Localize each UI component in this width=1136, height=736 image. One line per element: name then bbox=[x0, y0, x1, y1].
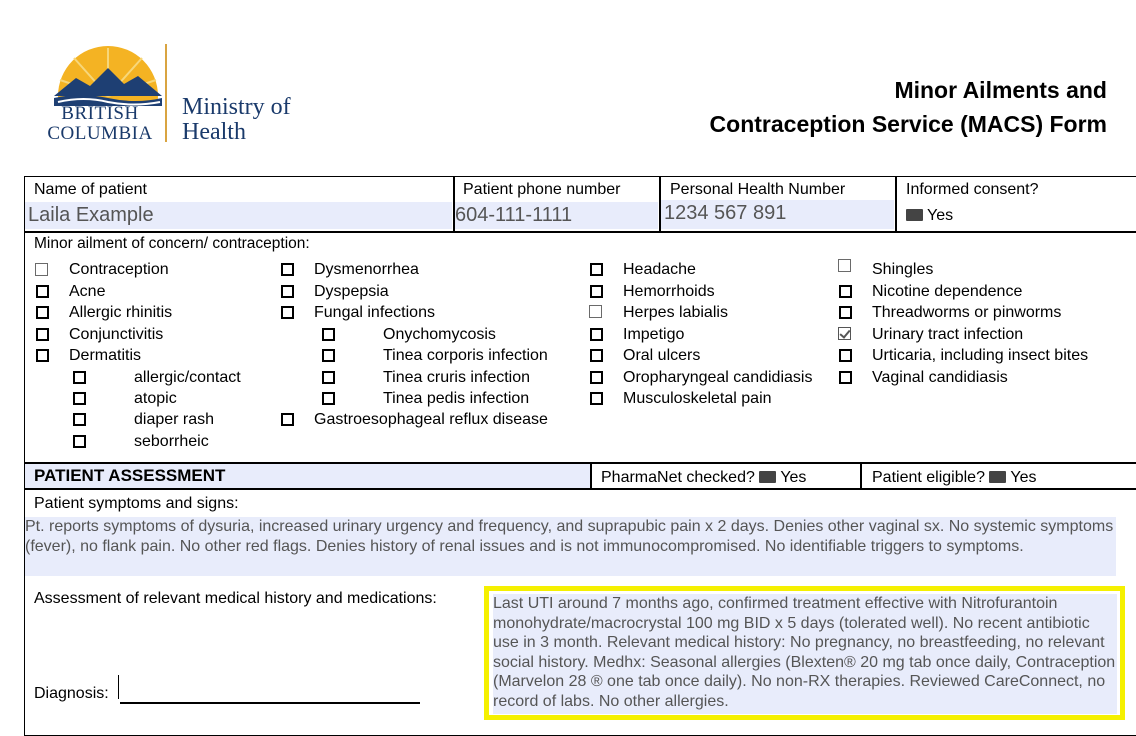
eligible-value: Yes bbox=[1010, 469, 1037, 486]
ailment-gerd: Gastroesophageal reflux disease bbox=[314, 411, 548, 428]
ministry-line2: Health bbox=[182, 119, 246, 145]
checkbox[interactable] bbox=[36, 349, 49, 362]
checkbox[interactable] bbox=[839, 285, 852, 298]
checkbox[interactable] bbox=[73, 371, 86, 384]
checked-box-icon bbox=[989, 471, 1006, 483]
consent-label: Informed consent? bbox=[906, 181, 1039, 198]
diagnosis-underline bbox=[120, 702, 420, 704]
ailment-hemorrhoids: Hemorrhoids bbox=[623, 283, 715, 300]
checkbox[interactable] bbox=[36, 306, 49, 319]
pharmanet-label: PharmaNet checked? bbox=[601, 469, 755, 486]
ailment-conjunctivitis: Conjunctivitis bbox=[69, 326, 164, 343]
diagnosis-label: Diagnosis: bbox=[34, 685, 109, 702]
checked-box-icon bbox=[759, 471, 776, 483]
phone-field[interactable]: 604-111-1111 bbox=[455, 202, 658, 229]
patient-name-label: Name of patient bbox=[34, 181, 147, 198]
eligible-checkbox[interactable] bbox=[872, 468, 1037, 488]
ailment-tinea-pedis: Tinea pedis infection bbox=[383, 390, 530, 407]
ailment-nicotine-dependence: Nicotine dependence bbox=[872, 283, 1023, 300]
ailment-urticaria: Urticaria, including insect bites bbox=[872, 347, 1089, 364]
form-title-line2: Contraception Service (MACS) Form bbox=[709, 111, 1107, 137]
checkbox[interactable] bbox=[590, 349, 603, 362]
symptoms-label: Patient symptoms and signs: bbox=[34, 495, 239, 512]
checkbox[interactable] bbox=[838, 259, 851, 272]
ailments-label: Minor ailment of concern/ contraception: bbox=[34, 235, 310, 252]
checkbox[interactable] bbox=[322, 392, 335, 405]
checked-box-icon bbox=[906, 209, 923, 221]
ailment-atopic: atopic bbox=[134, 390, 177, 407]
checkbox[interactable] bbox=[590, 263, 603, 276]
column-divider bbox=[590, 462, 592, 489]
ailment-headache: Headache bbox=[623, 261, 696, 278]
text-cursor bbox=[118, 675, 119, 699]
checkbox[interactable] bbox=[36, 328, 49, 341]
checkbox[interactable] bbox=[590, 392, 603, 405]
ailment-contraception: Contraception bbox=[69, 261, 169, 278]
ailment-seborrheic: seborrheic bbox=[134, 433, 209, 450]
ailment-vaginal-candidiasis: Vaginal candidiasis bbox=[872, 369, 1008, 386]
patient-name-field[interactable]: Laila Example bbox=[25, 202, 452, 229]
checkbox[interactable] bbox=[590, 328, 603, 341]
ailment-oral-ulcers: Oral ulcers bbox=[623, 347, 701, 364]
history-label: Assessment of relevant medical history and medications: bbox=[34, 590, 437, 607]
column-divider bbox=[860, 462, 862, 489]
column-divider bbox=[895, 176, 897, 232]
checkbox[interactable] bbox=[322, 371, 335, 384]
ailment-dermatitis: Dermatitis bbox=[69, 347, 142, 364]
checkbox[interactable] bbox=[839, 371, 852, 384]
checkbox[interactable] bbox=[73, 435, 86, 448]
form-title-line1: Minor Ailments and bbox=[894, 77, 1107, 103]
ailment-herpes-labialis: Herpes labialis bbox=[623, 304, 728, 321]
ministry-line1: Ministry of bbox=[182, 94, 291, 120]
consent-checkbox[interactable] bbox=[906, 206, 953, 226]
consent-value: Yes bbox=[927, 207, 954, 224]
pharmanet-value: Yes bbox=[780, 469, 807, 486]
history-field[interactable]: Last UTI around 7 months ago, confirmed treatment effective with Nitrofurantoin monohydrate/macrocrystal 100 mg BID x 5 days (tolerated well). No recent antibiotic use in 3 month. Relevant medical history: No pregnancy, no breastfeeding, no relevant social history. Medhx: Seasonal allergies (Blexten® 20 mg tab once daily, Contraception (Marvelon 28 ® one tab once daily). No non-RX therapies. Reviewed CareConnect, no record of labs. No other allergies. bbox=[493, 594, 1117, 714]
ailment-threadworms: Threadworms or pinworms bbox=[872, 304, 1062, 321]
checkbox[interactable] bbox=[73, 392, 86, 405]
ailment-allergic-contact: allergic/contact bbox=[134, 369, 241, 386]
row-divider bbox=[24, 488, 1136, 490]
checkbox[interactable] bbox=[281, 285, 294, 298]
checkbox[interactable] bbox=[589, 305, 602, 318]
ailment-oropharyngeal-candidiasis: Oropharyngeal candidiasis bbox=[623, 369, 813, 386]
assessment-heading: PATIENT ASSESSMENT bbox=[34, 466, 226, 485]
checkbox[interactable] bbox=[281, 413, 294, 426]
ailment-acne: Acne bbox=[69, 283, 106, 300]
ailment-shingles: Shingles bbox=[872, 261, 934, 278]
phone-label: Patient phone number bbox=[463, 181, 621, 198]
checkbox[interactable] bbox=[73, 413, 86, 426]
logo-text-columbia: COLUMBIA bbox=[47, 123, 153, 144]
ailment-uti: Urinary tract infection bbox=[872, 326, 1024, 343]
checkbox[interactable] bbox=[839, 349, 852, 362]
checkbox[interactable] bbox=[839, 306, 852, 319]
pharmanet-checkbox[interactable] bbox=[601, 468, 806, 488]
ailment-dyspepsia: Dyspepsia bbox=[314, 283, 389, 300]
ailment-tinea-corporis: Tinea corporis infection bbox=[383, 347, 548, 364]
checkbox[interactable] bbox=[322, 328, 335, 341]
diagnosis-field[interactable] bbox=[121, 680, 419, 701]
phn-label: Personal Health Number bbox=[670, 181, 846, 198]
checkbox[interactable] bbox=[281, 263, 294, 276]
ailment-allergic-rhinitis: Allergic rhinitis bbox=[69, 304, 173, 321]
row-divider bbox=[24, 231, 1136, 233]
checkbox[interactable] bbox=[590, 285, 603, 298]
ailment-tinea-cruris: Tinea cruris infection bbox=[383, 369, 531, 386]
symptoms-field[interactable]: Pt. reports symptoms of dysuria, increased urinary urgency and frequency, and suprapubic pain x 2 days. Denies other vaginal sx. No systemic symptoms (fever), no flank pain. No other red flags. Denies history of renal issues and is not immunocompromised. No identifiable triggers to symptoms. bbox=[25, 517, 1116, 576]
ailment-diaper-rash: diaper rash bbox=[134, 411, 215, 428]
checkbox[interactable] bbox=[35, 263, 48, 276]
ailment-impetigo: Impetigo bbox=[623, 326, 685, 343]
ailment-onychomycosis: Onychomycosis bbox=[383, 326, 496, 343]
checkbox[interactable] bbox=[590, 371, 603, 384]
ailment-fungal-infections: Fungal infections bbox=[314, 304, 435, 321]
checkbox-checked[interactable] bbox=[838, 327, 851, 340]
ailment-dysmenorrhea: Dysmenorrhea bbox=[314, 261, 419, 278]
checkbox[interactable] bbox=[281, 306, 294, 319]
bc-logo-icon bbox=[50, 44, 166, 106]
checkbox[interactable] bbox=[36, 285, 49, 298]
ailment-musculoskeletal-pain: Musculoskeletal pain bbox=[623, 390, 772, 407]
logo-text-british: BRITISH bbox=[61, 103, 139, 124]
checkbox[interactable] bbox=[322, 349, 335, 362]
eligible-label: Patient eligible? bbox=[872, 469, 985, 486]
phn-field[interactable]: 1234 567 891 bbox=[661, 200, 894, 229]
logo-divider bbox=[165, 44, 167, 142]
